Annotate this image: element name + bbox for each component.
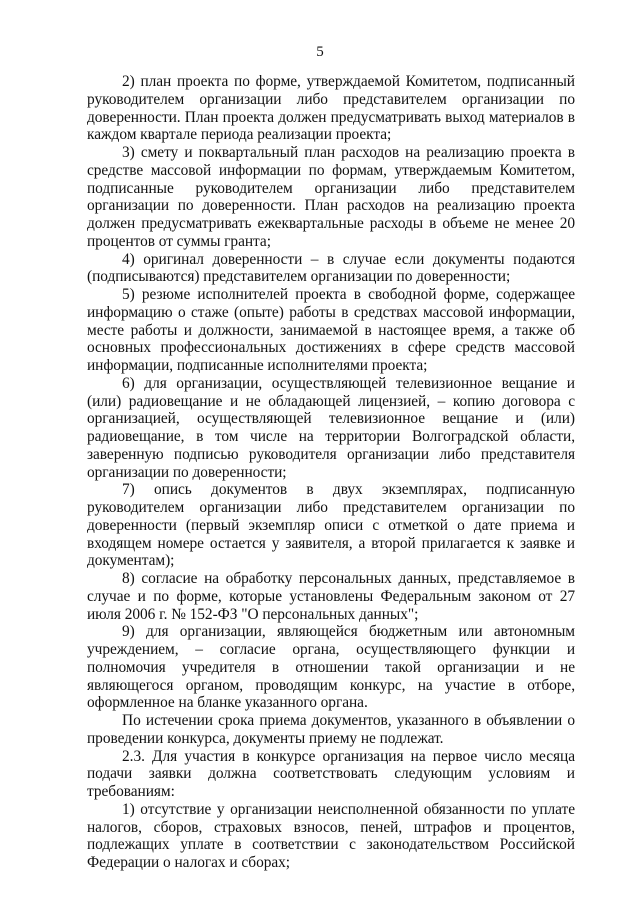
paragraph-deadline-note: По истечении срока приема документов, указанного в объявлении о проведении конкурса, документы приему не подлежат. [87,712,575,747]
paragraph-requirement-1-taxes: 1) отсутствие у организации неисполненной обязанности по уплате налогов, сборов, страховых взносов, пеней, штрафов и процентов, подлежащих уплате в соответствии с законодательством Российской Федерации о налогах и сборах; [87,800,575,871]
paragraph-item-4-power-of-attorney: 4) оригинал доверенности – в случае если документы подаются (подписываются) представителем организации по доверенности; [87,250,575,286]
paragraph-section-2-3: 2.3. Для участия в конкурсе организация на первое число месяца подачи заявки должна соответствовать следующим условиям и требованиям: [87,747,575,800]
document-body [87,73,575,872]
paragraph-item-3-budget: 3) смету и поквартальный план расходов на реализацию проекта в средстве массовой информации по формам, утверждаемым Комитетом, подписанные руководителем организации либо представителем организации по доверенности. План расходов на реализацию проекта должен предусматривать ежеквартальные расходы в объеме не менее 20 процентов от суммы гранта; [87,144,575,250]
paragraph-item-9-founder-consent: 9) для организации, являющейся бюджетным или автономным учреждением, – согласие органа, осуществляющего функции и полномочия учредителя в отношении такой организации и не являющегося органом, проводящим конкурс, на участие в отборе, оформленное на бланке указанного органа. [87,623,575,712]
paragraph-item-2-project-plan: 2) план проекта по форме, утверждаемой Комитетом, подписанный руководителем организации либо представителем организации по доверенности. План проекта должен предусматривать выход материалов в каждом квартале периода реализации проекта; [87,73,575,144]
page-number: 5 [316,44,324,60]
paragraph-item-7-document-inventory: 7) опись документов в двух экземплярах, подписанную руководителем организации либо представителем организации по доверенности (первый экземпляр описи с отметкой о дате приема и входящем номере остается у заявителя, а второй прилагается к заявке и документам); [87,481,575,570]
paragraph-item-5-resumes: 5) резюме исполнителей проекта в свободной форме, содержащее информацию о стаже (опыте) работы в средствах массовой информации, месте работы и должности, занимаемой в настоящее время, а также об основных профессиональных достижениях в сфере средств массовой информации, подписанные исполнителями проекта; [87,286,575,374]
paragraph-item-8-personal-data-consent: 8) согласие на обработку персональных данных, представляемое в случае и по форме, которые установлены Федеральным законом от 27 июля 2006 г. № 152-ФЗ "О персональных данных"; [87,570,575,623]
paragraph-item-6-broadcast-contract: 6) для организации, осуществляющей телевизионное вещание и (или) радиовещание и не обладающей лицензией, – копию договора с организацией, осуществляющей телевизионное вещание и (или) радиовещание, в том числе на территории Волгоградской области, заверенную подписью руководителя организации либо представителя организации по доверенности; [87,374,575,481]
